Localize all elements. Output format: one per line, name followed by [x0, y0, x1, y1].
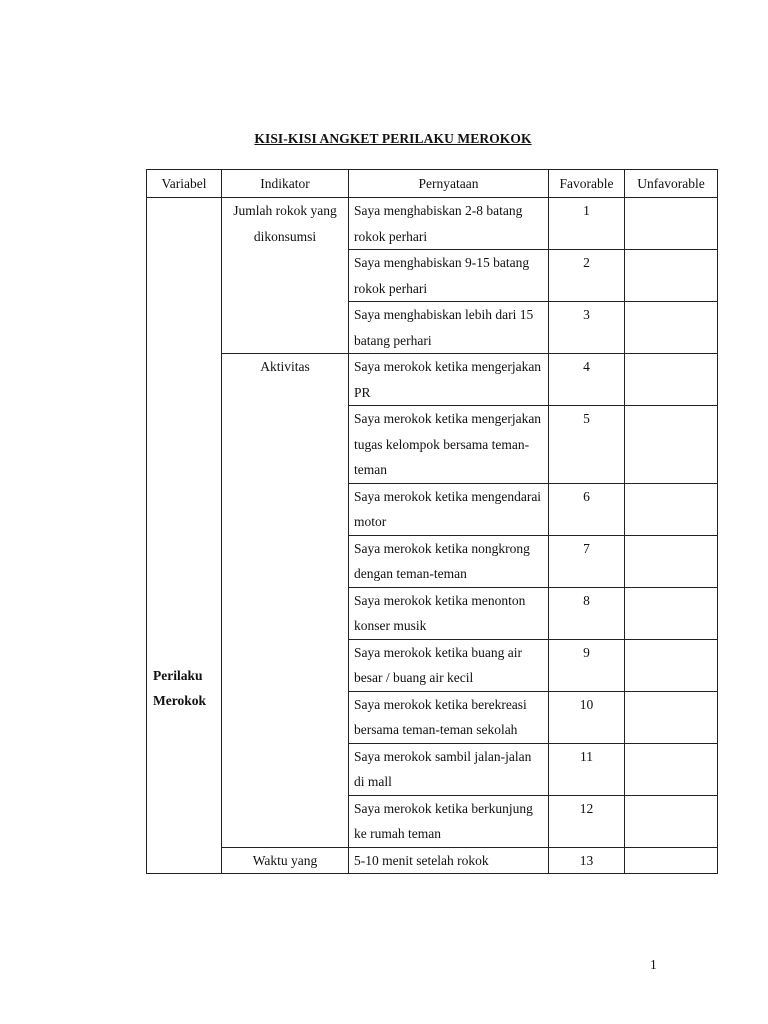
statement-cell: Saya menghabiskan 9-15 batang rokok perhari: [349, 250, 549, 302]
statement-cell: Saya merokok ketika berkunjung ke rumah teman: [349, 795, 549, 847]
statement-cell: Saya menghabiskan 2-8 batang rokok perhari: [349, 198, 549, 250]
statement-cell: 5-10 menit setelah rokok: [349, 847, 549, 874]
favorable-cell: 2: [549, 250, 625, 302]
favorable-cell: 5: [549, 406, 625, 484]
table-header-row: [147, 170, 718, 198]
unfavorable-cell: [625, 691, 718, 743]
unfavorable-cell: [625, 587, 718, 639]
unfavorable-cell: [625, 483, 718, 535]
statement-cell: Saya merokok sambil jalan-jalan di mall: [349, 743, 549, 795]
unfavorable-cell: [625, 406, 718, 484]
unfavorable-cell: [625, 535, 718, 587]
favorable-cell: 1: [549, 198, 625, 250]
unfavorable-cell: [625, 743, 718, 795]
table-row: [147, 354, 718, 406]
table-row: [147, 847, 718, 874]
statement-cell: Saya merokok ketika buang air besar / buang air kecil: [349, 639, 549, 691]
header-pernyataan: Pernyataan: [349, 170, 549, 198]
indicator-waktu: Waktu yang: [222, 847, 349, 874]
header-favorable: Favorable: [549, 170, 625, 198]
unfavorable-cell: [625, 847, 718, 874]
unfavorable-cell: [625, 302, 718, 354]
variable-cell: [147, 198, 222, 874]
table-row: [147, 198, 718, 250]
document-title: KISI-KISI ANGKET PERILAKU MEROKOK: [254, 131, 532, 146]
header-variabel: Variabel: [147, 170, 222, 198]
kisi-kisi-table: [146, 169, 718, 874]
header-unfavorable: Unfavorable: [625, 170, 718, 198]
favorable-cell: 4: [549, 354, 625, 406]
unfavorable-cell: [625, 198, 718, 250]
statement-cell: Saya merokok ketika mengerjakan tugas kelompok bersama teman-teman: [349, 406, 549, 484]
statement-cell: Saya merokok ketika mengerjakan PR: [349, 354, 549, 406]
statement-cell: Saya merokok ketika mengendarai motor: [349, 483, 549, 535]
favorable-cell: 10: [549, 691, 625, 743]
variable-line-2: Merokok: [153, 693, 206, 708]
unfavorable-cell: [625, 795, 718, 847]
statement-cell: Saya merokok ketika menonton konser musik: [349, 587, 549, 639]
statement-cell: Saya merokok ketika berekreasi bersama teman-teman sekolah: [349, 691, 549, 743]
favorable-cell: 8: [549, 587, 625, 639]
statement-cell: Saya merokok ketika nongkrong dengan teman-teman: [349, 535, 549, 587]
indicator-jumlah: Jumlah rokok yang dikonsumsi: [222, 198, 349, 354]
unfavorable-cell: [625, 250, 718, 302]
favorable-cell: 12: [549, 795, 625, 847]
unfavorable-cell: [625, 354, 718, 406]
indicator-aktivitas: Aktivitas: [222, 354, 349, 848]
favorable-cell: 9: [549, 639, 625, 691]
page-number: 1: [650, 957, 657, 972]
favorable-cell: 11: [549, 743, 625, 795]
variable-line-1: Perilaku: [153, 667, 203, 683]
favorable-cell: 6: [549, 483, 625, 535]
unfavorable-cell: [625, 639, 718, 691]
favorable-cell: 7: [549, 535, 625, 587]
statement-cell: Saya menghabiskan lebih dari 15 batang perhari: [349, 302, 549, 354]
header-indikator: Indikator: [222, 170, 349, 198]
favorable-cell: 3: [549, 302, 625, 354]
favorable-cell: 13: [549, 847, 625, 874]
